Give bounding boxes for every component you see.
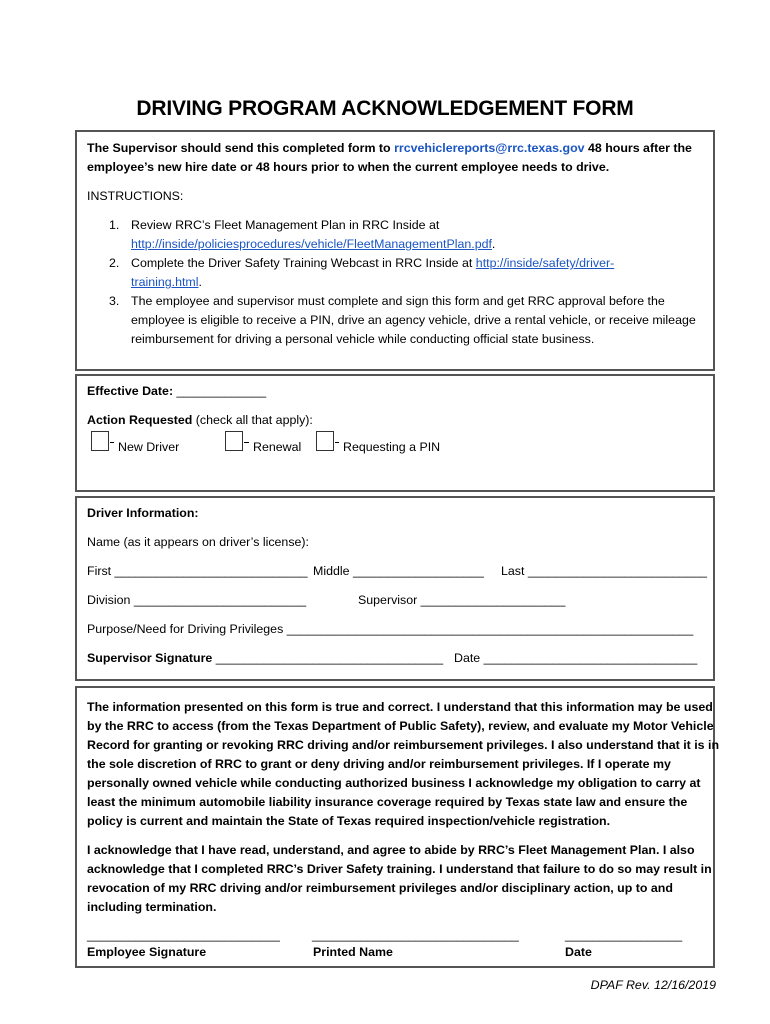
first-name-field[interactable]: First ____________________________ [87,564,308,578]
item-2-text-line [131,256,614,270]
revision-footer: DPAF Rev. 12/16/2019 [590,978,716,992]
instructions-heading: INSTRUCTIONS: [87,189,184,203]
pin-underline [335,442,339,443]
email-link[interactable]: rrcvehiclereports@rrc.texas.gov [394,141,585,155]
ack-p1-line: least the minimum automobile liability insurance coverage required by Texas state law and ensure the [87,795,688,809]
purpose-field[interactable]: Purpose/Need for Driving Privileges ___________________________________________________________ [87,622,694,636]
effective-date-label: Effective Date: [87,384,177,398]
item-2-text: Complete the Driver Safety Training Webcast in RRC Inside at [131,256,476,270]
name-label: Name (as it appears on driver’s license): [87,535,309,549]
item-1-text: Review RRC’s Fleet Management Plan in RRC Inside at [131,218,440,232]
driver-info-section [75,496,715,681]
effective-date-row [87,384,266,398]
employee-signature-field[interactable]: ____________________________ [87,928,280,942]
date-field[interactable]: _______________________________ [480,651,698,665]
ack-p2-line: including termination. [87,900,217,914]
supervisor-field[interactable]: Supervisor _____________________ [358,593,566,607]
action-requested-row [87,413,313,427]
item-1-number: 1. [109,218,120,232]
new-driver-checkbox[interactable] [91,431,109,451]
item-3-line-3: reimbursement for driving a personal vehicle while conducting official state business. [131,332,595,346]
item-3-line-1: The employee and supervisor must complete and sign this form and get RRC approval before the [131,294,665,308]
ack-p2-line: acknowledge that I completed RRC’s Driver Safety training. I understand that failure to do so may result in [87,862,712,876]
ack-p1-line: by the RRC to access (from the Texas Department of Public Safety), review, and evaluate my Motor Vehicle [87,719,714,733]
renewal-underline [244,442,249,443]
new-driver-label: New Driver [118,440,180,454]
employee-signature-label: Employee Signature [87,945,207,959]
intro-text: The Supervisor should send this completed form to [87,141,395,155]
renewal-checkbox[interactable] [225,431,243,451]
pin-checkbox[interactable] [316,431,334,451]
item-2-link-line [131,275,202,289]
effective-date-field[interactable]: _____________ [176,384,267,398]
ack-p1-line: the sole discretion of RRC to grant or deny driving and/or reimbursement privileges. If I operate my [87,757,671,771]
intro-line-1 [87,141,692,155]
item-2-number: 2. [109,256,120,270]
ack-p2-line: revocation of my RRC driving and/or reimbursement privileges and/or disciplinary action, up to and [87,881,673,895]
ack-p1-line: personally owned vehicle while conducting authorized business I acknowledge my obligation to carry at [87,776,701,790]
pin-label: Requesting a PIN [343,440,441,454]
date-row [454,651,697,665]
printed-name-label: Printed Name [313,945,393,959]
signature-date-label: Date [565,945,592,959]
ack-p1-line: policy is current and maintain the State of Texas required inspection/vehicle registration. [87,814,611,828]
action-section [75,374,715,492]
division-field[interactable]: Division _________________________ [87,593,307,607]
item-1-period: . [491,237,496,251]
renewal-label: Renewal [253,440,302,454]
instructions-section [75,130,715,371]
acknowledgement-section [75,686,720,968]
item-1-link-line [131,237,495,251]
intro-text-post: 48 hours after the [584,141,692,155]
supervisor-signature-field[interactable]: _________________________________ [212,651,444,665]
middle-name-field[interactable]: Middle ___________________ [313,564,484,578]
printed-name-field[interactable]: ______________________________ [312,928,519,942]
signature-date-field[interactable]: _________________ [565,928,683,942]
last-name-field[interactable]: Last __________________________ [501,564,708,578]
ack-p1-line: The information presented on this form is true and correct. I understand that this information may be used [87,700,713,714]
item-3-number: 3. [109,294,120,308]
new-driver-underline [110,442,114,443]
fleet-plan-link[interactable]: http://inside/policiesprocedures/vehicle/FleetManagementPlan.pdf [131,237,492,251]
intro-line-2: employee’s new hire date or 48 hours prior to when the current employee needs to drive. [87,160,610,174]
item-2-period: . [198,275,202,289]
driver-training-link-2[interactable]: training.html [131,275,199,289]
action-requested-hint: (check all that apply): [192,413,313,427]
item-3-line-2: employee is eligible to receive a PIN, drive an agency vehicle, drive a rental vehicle, or receive mileage [131,313,696,327]
page-title: DRIVING PROGRAM ACKNOWLEDGEMENT FORM [136,97,634,120]
ack-p2-line: I acknowledge that I have read, understand, and agree to abide by RRC’s Fleet Management Plan. I also [87,843,695,857]
ack-p1-line: Record for granting or revoking RRC driving and/or reimbursement privileges. I also understand that it is in [87,738,720,752]
supervisor-signature-label: Supervisor Signature [87,651,213,665]
date-label: Date [454,651,481,665]
supervisor-signature-row [87,651,443,665]
action-requested-label: Action Requested [87,413,193,427]
driver-info-heading: Driver Information: [87,506,199,520]
driver-training-link-1[interactable]: http://inside/safety/driver- [475,256,615,270]
